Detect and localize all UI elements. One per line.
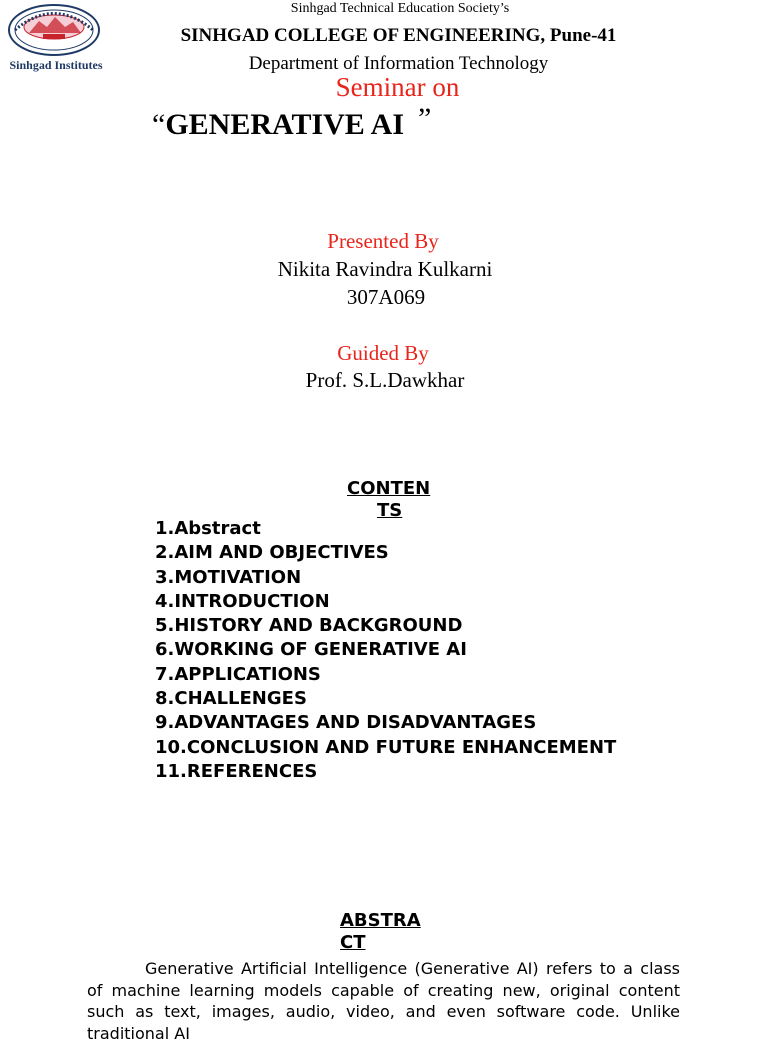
toc-item: 10.CONCLUSION AND FUTURE ENHANCEMENT <box>155 736 617 758</box>
guide-name: Prof. S.L.Dawkhar <box>305 368 465 392</box>
toc-item: 3.MOTIVATION <box>155 566 302 588</box>
sinhgad-emblem-icon <box>7 3 103 59</box>
abstract-heading-line1: ABSTRA <box>340 910 421 931</box>
toc-item: 4.INTRODUCTION <box>155 590 330 612</box>
college-name: SINHGAD COLLEGE OF ENGINEERING, Pune-41 <box>180 25 617 46</box>
abstract-heading-line2: CT <box>340 932 366 953</box>
toc-item: 7.APPLICATIONS <box>155 663 321 685</box>
table-of-contents <box>155 517 616 784</box>
logo-caption: Sinhgad Institutes <box>9 58 103 72</box>
toc-item: 5.HISTORY AND BACKGROUND <box>155 615 463 637</box>
seminar-title-text: GENERATIVE AI <box>165 108 404 141</box>
presenter-name: Nikita Ravindra Kulkarni <box>277 257 493 281</box>
toc-item: 6.WORKING OF GENERATIVE AI <box>155 639 467 661</box>
abstract-heading <box>340 910 430 954</box>
open-quote: “ <box>152 108 166 141</box>
contents-heading-line1: CONTEN <box>347 478 431 499</box>
toc-item: 8.CHALLENGES <box>155 688 307 710</box>
department-name: Department of Information Technology <box>248 53 549 74</box>
toc-item: 1.Abstract <box>155 518 261 539</box>
contents-heading <box>347 478 437 522</box>
toc-item: 9.ADVANTAGES AND DISADVANTAGES <box>155 712 537 734</box>
contents-heading-line2: TS <box>377 500 403 521</box>
college-logo <box>3 3 105 73</box>
toc-item: 11.REFERENCES <box>155 760 318 782</box>
presented-by-label: Presented By <box>327 229 439 253</box>
guided-by-label: Guided By <box>337 341 429 365</box>
seminar-title <box>152 102 432 142</box>
close-quote: ” <box>418 102 432 135</box>
roll-number: 307A069 <box>346 285 426 309</box>
abstract-paragraph: Generative Artificial Intelligence (Generative AI) refers to a class of machine learning models capable of creating new, original content such as text, images, audio, video, and even software code. Unlike traditional AI <box>87 959 680 1043</box>
society-name: Sinhgad Technical Education Society’s <box>290 1 510 16</box>
toc-item: 2.AIM AND OBJECTIVES <box>155 542 389 564</box>
seminar-label: Seminar on <box>335 72 460 102</box>
